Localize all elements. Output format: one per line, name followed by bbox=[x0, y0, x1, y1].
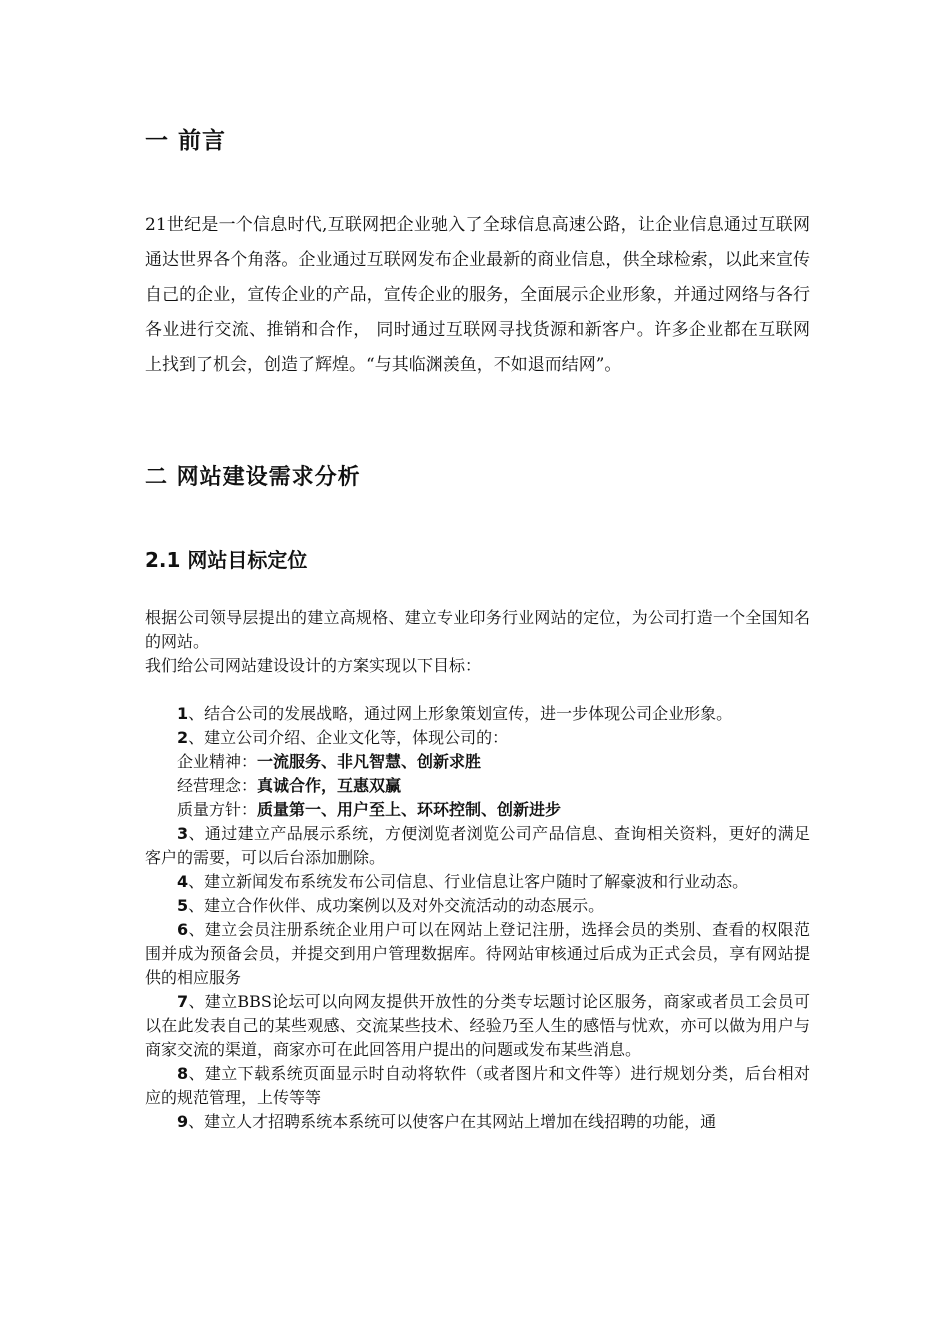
list-item-5: 5、建立合作伙伴、成功案例以及对外交流活动的动态展示。 bbox=[177, 896, 605, 915]
section-heading-preface: 一 前言 bbox=[145, 128, 227, 154]
list-item-1: 1、结合公司的发展战略，通过网上形象策划宣传，进一步体现公司企业形象。 bbox=[177, 704, 733, 723]
intro-goals-line: 我们给公司网站建设设计的方案实现以下目标： bbox=[145, 656, 482, 675]
quality-policy: 质量方针：质量第一、用户至上、环环控制、创新进步 bbox=[177, 800, 562, 819]
enterprise-spirit: 企业精神：一流服务、非凡智慧、创新求胜 bbox=[177, 752, 482, 771]
list-item-8: 8、建立下载系统页面显示时自动将软件（或者图片和文件等）进行规划分类，后台相对应的规范管理，上传等等 bbox=[145, 1064, 810, 1107]
list-item-6: 6、建立会员注册系统企业用户可以在网站上登记注册，选择会员的类别、查看的权限范围并成为预备会员，并提交到用户管理数据库。待网站审核通过后成为正式会员，享有网站提供的相应服务 bbox=[145, 920, 810, 987]
list-item-2: 2、建立公司介绍、企业文化等，体现公司的： bbox=[177, 728, 509, 747]
list-item-3: 3、通过建立产品展示系统，方便浏览者浏览公司产品信息、查询相关资料，更好的满足客户的需要，可以后台添加删除。 bbox=[145, 824, 810, 867]
section-heading-requirements: 二 网站建设需求分析 bbox=[145, 465, 361, 490]
intro-paragraph: 根据公司领导层提出的建立高规格、建立专业印务行业网站的定位，为公司打造一个全国知名的网站。 bbox=[145, 608, 810, 651]
target-body bbox=[145, 606, 810, 1134]
list-item-9: 9、建立人才招聘系统本系统可以使客户在其网站上增加在线招聘的功能，通 bbox=[177, 1112, 717, 1131]
preface-paragraph: 21世纪是一个信息时代,互联网把企业驰入了全球信息高速公路，让企业信息通过互联网通达世界各个角落。企业通过互联网发布企业最新的商业信息，供全球检索，以此来宣传自己的企业，宣传企业的产品，宣传企业的服务，全面展示企业形象，并通过网络与各行各业进行交流、推销和合作， 同时通过互联网寻找货源和新客户。许多企业都在互联网上找到了机会，创造了辉煌。“与其临渊羡鱼，不如退而结网”。 bbox=[145, 215, 810, 375]
business-philosophy: 经营理念：真诚合作，互惠双赢 bbox=[177, 776, 402, 795]
list-item-7: 7、建立BBS论坛可以向网友提供开放性的分类专坛题讨论区服务，商家或者员工会员可以在此发表自己的某些观感、交流某些技术、经验乃至人生的感悟与忧欢，亦可以做为用户与商家交流的渠道，商家亦可在此回答用户提出的问题或发布某些消息。 bbox=[145, 992, 810, 1059]
subsection-heading-target: 2.1 网站目标定位 bbox=[145, 548, 308, 572]
list-item-4: 4、建立新闻发布系统发布公司信息、行业信息让客户随时了解豪波和行业动态。 bbox=[177, 872, 749, 891]
